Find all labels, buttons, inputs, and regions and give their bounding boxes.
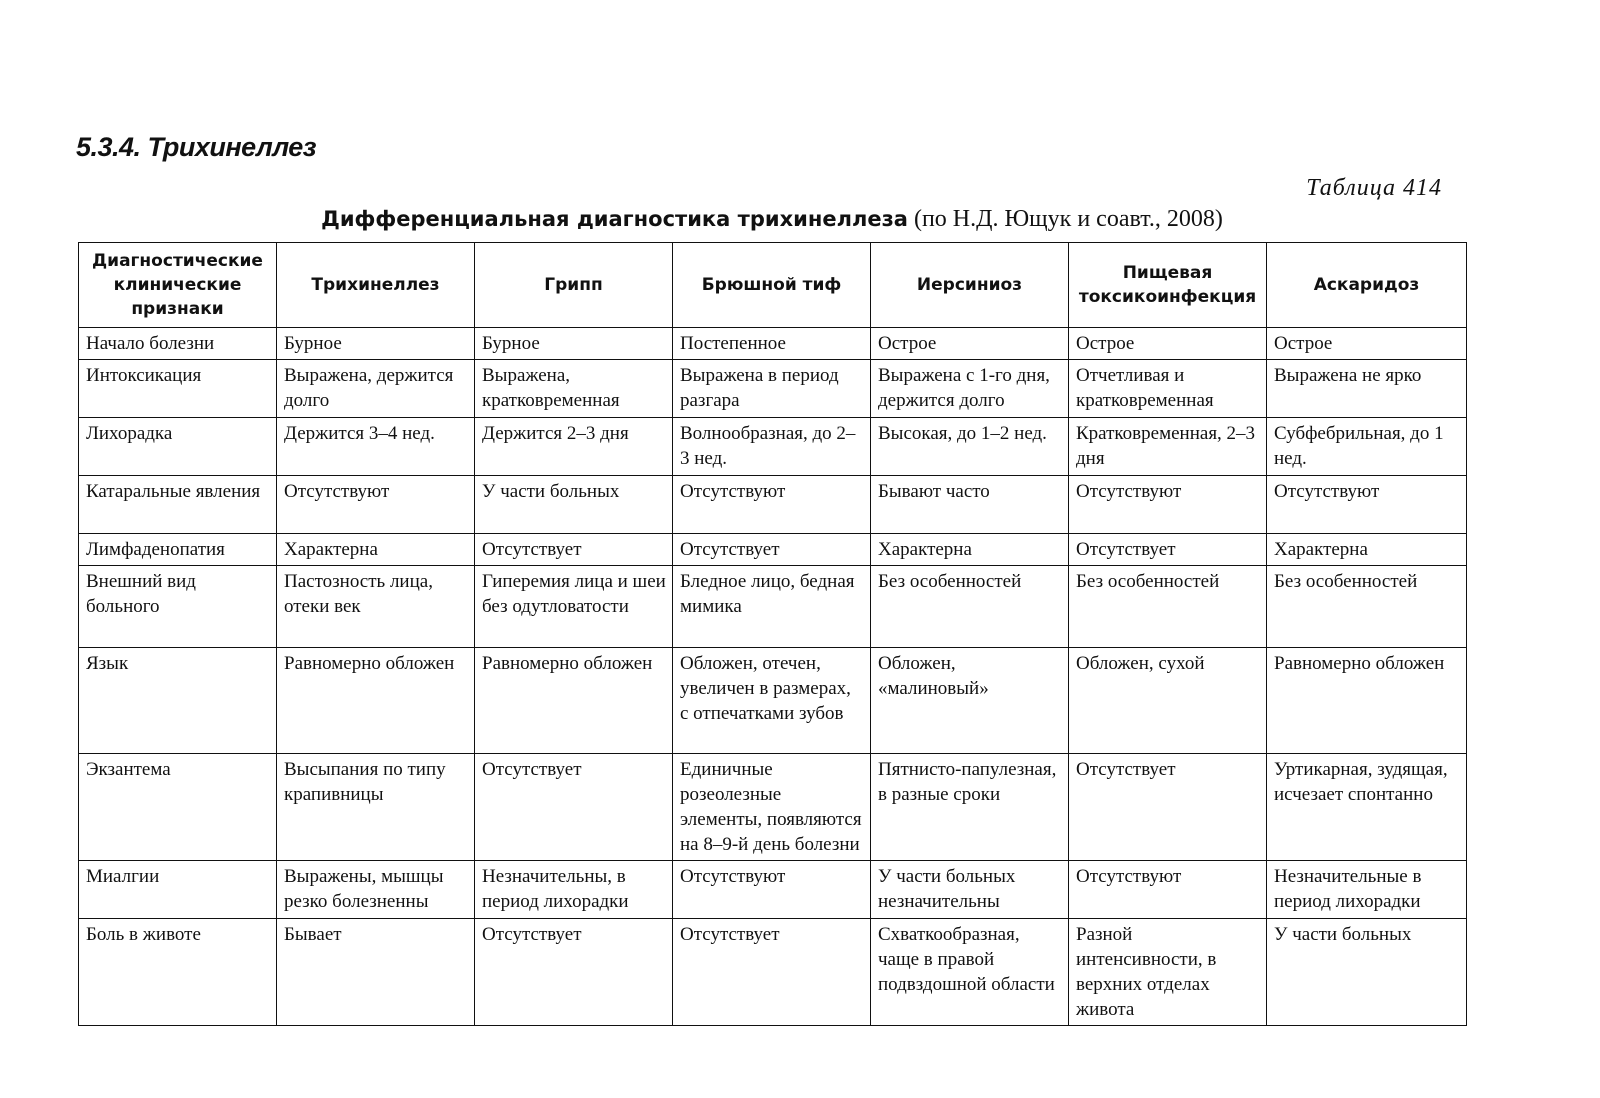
table-cell: Волнообразная, до 2–3 нед.: [673, 418, 871, 476]
table-cell: Характерна: [277, 534, 475, 566]
row-sign-cell: Экзантема: [79, 754, 277, 861]
table-caption: [0, 206, 1572, 233]
table-cell: Пастозность лица, отеки век: [277, 566, 475, 648]
table-cell: Отсутствуют: [1069, 476, 1267, 534]
table-cell: Субфебрильная, до 1 нед.: [1267, 418, 1467, 476]
table-cell: Разной интенсивности, в верхних отделах живота: [1069, 919, 1267, 1026]
row-sign-cell: Миалгии: [79, 861, 277, 919]
table-cell: Равномерно обложен: [1267, 648, 1467, 754]
table-cell: Отсутствуют: [277, 476, 475, 534]
table-cell: Уртикарная, зудящая, исчезает спонтанно: [1267, 754, 1467, 861]
table-cell: Высокая, до 1–2 нед.: [871, 418, 1069, 476]
table-row: [79, 648, 1467, 754]
table-cell: Бурное: [277, 328, 475, 360]
table-cell: Без особенностей: [871, 566, 1069, 648]
table-cell: Держится 3–4 нед.: [277, 418, 475, 476]
table-cell: Отсутствуют: [673, 476, 871, 534]
table-cell: Гиперемия лица и шеи без одутловатости: [475, 566, 673, 648]
table-row: [79, 328, 1467, 360]
table-row: [79, 534, 1467, 566]
table-cell: Высыпания по типу крапивницы: [277, 754, 475, 861]
table-cell: Характерна: [871, 534, 1069, 566]
table-cell: Острое: [1069, 328, 1267, 360]
table-cell: Выражены, мышцы резко болезненны: [277, 861, 475, 919]
table-cell: Выражена, кратковременная: [475, 360, 673, 418]
table-cell: Бурное: [475, 328, 673, 360]
table-cell: Острое: [871, 328, 1069, 360]
table-cell: Обложен, сухой: [1069, 648, 1267, 754]
header-influenza: Грипп: [475, 243, 673, 328]
table-cell: Отсутствуют: [1069, 861, 1267, 919]
table-cell: Постепенное: [673, 328, 871, 360]
table-number: Таблица 414: [1306, 175, 1442, 201]
section-title: 5.3.4. Трихинеллез: [76, 132, 317, 162]
table-cell: Острое: [1267, 328, 1467, 360]
table-cell: Бледное лицо, бедная мимика: [673, 566, 871, 648]
table-cell: Отчетливая и кратковременная: [1069, 360, 1267, 418]
differential-diagnosis-table: [78, 242, 1467, 1026]
table-cell: Обложен, отечен, увеличен в размерах, с отпечатками зубов: [673, 648, 871, 754]
row-sign-cell: Лихорадка: [79, 418, 277, 476]
row-sign-cell: Лимфаденопатия: [79, 534, 277, 566]
table-cell: Кратковременная, 2–3 дня: [1069, 418, 1267, 476]
table-cell: Отсутствуют: [1267, 476, 1467, 534]
table-row: [79, 919, 1467, 1026]
row-sign-cell: Внешний вид больного: [79, 566, 277, 648]
header-typhoid: Брюшной тиф: [673, 243, 871, 328]
table-cell: Пятнисто-папулезная, в разные сроки: [871, 754, 1069, 861]
row-sign-cell: Язык: [79, 648, 277, 754]
table-cell: Держится 2–3 дня: [475, 418, 673, 476]
table-cell: Отсутствует: [475, 754, 673, 861]
table-cell: У части больных: [475, 476, 673, 534]
table-row: [79, 861, 1467, 919]
table-cell: Без особенностей: [1267, 566, 1467, 648]
table-row: [79, 360, 1467, 418]
row-sign-cell: Интоксикация: [79, 360, 277, 418]
table-cell: Отсутствует: [475, 534, 673, 566]
table-cell: Отсутствуют: [673, 861, 871, 919]
table-cell: Выражена не ярко: [1267, 360, 1467, 418]
table-cell: Бывают часто: [871, 476, 1069, 534]
header-food-toxicoinfection: Пищевая токсикоинфекция: [1069, 243, 1267, 328]
table-cell: Отсутствует: [673, 534, 871, 566]
table-cell: Отсутствует: [1069, 534, 1267, 566]
table-cell: Отсутствует: [1069, 754, 1267, 861]
table-body: [79, 328, 1467, 1026]
table-row: [79, 476, 1467, 534]
table-row: [79, 566, 1467, 648]
table-caption-source: (по Н.Д. Ющук и соавт., 2008): [907, 206, 1223, 232]
table-cell: Незначительны, в период лихорадки: [475, 861, 673, 919]
table-cell: Характерна: [1267, 534, 1467, 566]
header-ascariasis: Аскаридоз: [1267, 243, 1467, 328]
table-cell: Обложен, «малиновый»: [871, 648, 1069, 754]
table-cell: Схваткообразная, чаще в правой подвздошной области: [871, 919, 1069, 1026]
row-sign-cell: Начало болезни: [79, 328, 277, 360]
table-cell: Равномерно обложен: [475, 648, 673, 754]
table-cell: Отсутствует: [475, 919, 673, 1026]
table-cell: Отсутствует: [673, 919, 871, 1026]
header-yersiniosis: Иерсиниоз: [871, 243, 1069, 328]
table-row: [79, 418, 1467, 476]
table-cell: Бывает: [277, 919, 475, 1026]
table-cell: Незначительные в период лихорадки: [1267, 861, 1467, 919]
header-trichinellosis: Трихинеллез: [277, 243, 475, 328]
table-header-row: [79, 243, 1467, 328]
header-sign: Диагностические клинические признаки: [79, 243, 277, 328]
table-cell: Без особенностей: [1069, 566, 1267, 648]
table-cell: У части больных незначительны: [871, 861, 1069, 919]
table-cell: Равномерно обложен: [277, 648, 475, 754]
row-sign-cell: Боль в животе: [79, 919, 277, 1026]
table-row: [79, 754, 1467, 861]
table-cell: Выражена в период разгара: [673, 360, 871, 418]
table-cell: У части больных: [1267, 919, 1467, 1026]
table-caption-bold: Дифференциальная диагностика трихинеллеза: [321, 207, 908, 231]
table-cell: Выражена с 1-го дня, держится долго: [871, 360, 1069, 418]
table-cell: Единичные розеолезные элементы, появляются на 8–9-й день болезни: [673, 754, 871, 861]
row-sign-cell: Катаральные явления: [79, 476, 277, 534]
table-cell: Выражена, держится долго: [277, 360, 475, 418]
